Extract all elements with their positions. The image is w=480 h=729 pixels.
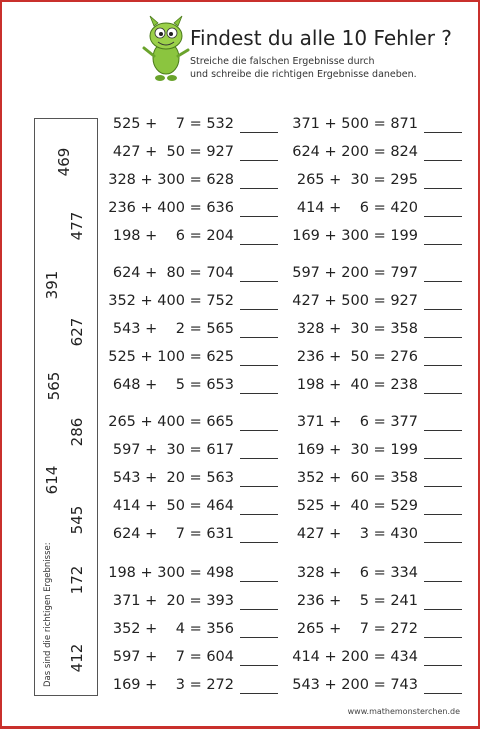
- task-row: [100, 265, 278, 287]
- task-equation: 169 + 300 = 199: [292, 228, 418, 244]
- answer-blank-line[interactable]: [424, 486, 462, 487]
- task-equation: 352 + 4 = 356: [112, 621, 234, 637]
- task-row: [284, 172, 462, 194]
- answer-blank-line[interactable]: [240, 244, 278, 245]
- answer-value-text: 412: [68, 643, 86, 673]
- task-equation: 427 + 500 = 927: [292, 293, 418, 309]
- task-row: [284, 414, 462, 436]
- answer-blank-line[interactable]: [424, 430, 462, 431]
- task-row: [284, 498, 462, 520]
- task-row: [100, 228, 278, 250]
- task-row: [284, 228, 462, 250]
- task-row: [100, 677, 278, 699]
- task-row: [284, 144, 462, 166]
- answer-blank-line[interactable]: [240, 581, 278, 582]
- task-equation: 597 + 30 = 617: [112, 442, 234, 458]
- task-row: [284, 565, 462, 587]
- task-equation: 169 + 3 = 272: [112, 677, 234, 693]
- task-row: [284, 442, 462, 464]
- task-equation: 543 + 200 = 743: [292, 677, 418, 693]
- answer-blank-line[interactable]: [424, 393, 462, 394]
- task-row: [284, 349, 462, 371]
- task-equation: 352 + 60 = 358: [296, 470, 418, 486]
- task-row: [100, 621, 278, 643]
- answer-blank-line[interactable]: [424, 581, 462, 582]
- answer-blank-line[interactable]: [424, 337, 462, 338]
- task-row: [100, 442, 278, 464]
- task-row: [100, 200, 278, 222]
- task-equation: 543 + 20 = 563: [112, 470, 234, 486]
- task-equation: 371 + 20 = 393: [112, 593, 234, 609]
- answer-blank-line[interactable]: [424, 281, 462, 282]
- task-equation: 525 + 100 = 625: [108, 349, 234, 365]
- task-equation: 525 + 40 = 529: [296, 498, 418, 514]
- task-equation: 525 + 7 = 532: [112, 116, 234, 132]
- task-row: [100, 565, 278, 587]
- answer-blank-line[interactable]: [240, 609, 278, 610]
- task-row: [100, 172, 278, 194]
- task-equation: 414 + 200 = 434: [292, 649, 418, 665]
- task-equation: 648 + 5 = 653: [112, 377, 234, 393]
- answer-value-text: 477: [68, 211, 86, 241]
- answer-blank-line[interactable]: [240, 132, 278, 133]
- answer-box: [34, 118, 98, 696]
- answer-value-text: 172: [68, 565, 86, 595]
- task-row: [284, 200, 462, 222]
- answer-value-text: 469: [55, 147, 73, 177]
- task-row: [284, 321, 462, 343]
- task-equation: 624 + 200 = 824: [292, 144, 418, 160]
- task-row: [100, 321, 278, 343]
- answer-blank-line[interactable]: [424, 665, 462, 666]
- answer-blank-line[interactable]: [240, 393, 278, 394]
- task-row: [284, 526, 462, 548]
- answer-blank-line[interactable]: [240, 458, 278, 459]
- task-equation: 169 + 30 = 199: [296, 442, 418, 458]
- task-equation: 236 + 5 = 241: [296, 593, 418, 609]
- task-row: [284, 293, 462, 315]
- task-equation: 624 + 7 = 631: [112, 526, 234, 542]
- answer-blank-line[interactable]: [424, 244, 462, 245]
- answer-value-text: 565: [45, 371, 63, 401]
- task-equation: 624 + 80 = 704: [112, 265, 234, 281]
- task-row: [100, 593, 278, 615]
- task-equation: 198 + 300 = 498: [108, 565, 234, 581]
- answer-blank-line[interactable]: [240, 337, 278, 338]
- answer-value-text: 545: [68, 505, 86, 535]
- task-equation: 236 + 400 = 636: [108, 200, 234, 216]
- answer-blank-line[interactable]: [424, 132, 462, 133]
- task-equation: 352 + 400 = 752: [108, 293, 234, 309]
- task-equation: 265 + 30 = 295: [296, 172, 418, 188]
- task-row: [284, 593, 462, 615]
- answer-blank-line[interactable]: [424, 458, 462, 459]
- answer-blank-line[interactable]: [240, 486, 278, 487]
- answer-blank-line[interactable]: [240, 665, 278, 666]
- task-equation: 414 + 6 = 420: [296, 200, 418, 216]
- task-row: [284, 649, 462, 671]
- answer-blank-line[interactable]: [240, 693, 278, 694]
- task-row: [100, 498, 278, 520]
- answer-blank-line[interactable]: [424, 693, 462, 694]
- task-equation: 597 + 7 = 604: [112, 649, 234, 665]
- task-row: [284, 677, 462, 699]
- instruction-line-1: Streiche die falschen Ergebnisse durch: [190, 56, 375, 67]
- answer-value-text: 391: [43, 270, 61, 300]
- task-equation: 371 + 6 = 377: [296, 414, 418, 430]
- task-equation: 543 + 2 = 565: [112, 321, 234, 337]
- answer-value-text: 627: [68, 317, 86, 347]
- page-title: Findest du alle 10 Fehler ?: [190, 26, 452, 50]
- answer-blank-line[interactable]: [424, 609, 462, 610]
- task-row: [100, 414, 278, 436]
- task-row: [100, 377, 278, 399]
- answer-blank-line[interactable]: [240, 514, 278, 515]
- answer-blank-line[interactable]: [424, 160, 462, 161]
- task-equation: 198 + 40 = 238: [296, 377, 418, 393]
- task-row: [100, 649, 278, 671]
- task-row: [100, 116, 278, 138]
- task-row: [284, 621, 462, 643]
- answer-blank-line[interactable]: [240, 309, 278, 310]
- answer-blank-line[interactable]: [424, 365, 462, 366]
- task-row: [100, 526, 278, 548]
- footer-website: www.mathemonsterchen.de: [347, 707, 460, 716]
- task-equation: 427 + 3 = 430: [296, 526, 418, 542]
- task-equation: 198 + 6 = 204: [112, 228, 234, 244]
- answer-blank-line[interactable]: [424, 309, 462, 310]
- answer-blank-line[interactable]: [240, 542, 278, 543]
- answer-value-text: 614: [43, 465, 61, 495]
- task-row: [284, 377, 462, 399]
- task-equation: 265 + 7 = 272: [296, 621, 418, 637]
- task-row: [284, 470, 462, 492]
- answer-blank-line[interactable]: [240, 430, 278, 431]
- answer-blank-line[interactable]: [240, 637, 278, 638]
- answer-blank-line[interactable]: [424, 188, 462, 189]
- task-equation: 328 + 30 = 358: [296, 321, 418, 337]
- task-row: [100, 293, 278, 315]
- answer-caption: Das sind die richtigen Ergebnisse:: [43, 542, 53, 687]
- monster-mascot-icon: [140, 8, 192, 88]
- task-equation: 236 + 50 = 276: [296, 349, 418, 365]
- answer-blank-line[interactable]: [424, 637, 462, 638]
- task-equation: 265 + 400 = 665: [108, 414, 234, 430]
- answer-blank-line[interactable]: [240, 365, 278, 366]
- answer-blank-line[interactable]: [240, 281, 278, 282]
- task-row: [284, 265, 462, 287]
- instruction-line-2: und schreibe die richtigen Ergebnisse daneben.: [190, 69, 417, 80]
- task-equation: 328 + 6 = 334: [296, 565, 418, 581]
- task-equation: 597 + 200 = 797: [292, 265, 418, 281]
- task-row: [100, 349, 278, 371]
- answer-blank-line[interactable]: [240, 188, 278, 189]
- task-equation: 371 + 500 = 871: [292, 116, 418, 132]
- task-equation: 427 + 50 = 927: [112, 144, 234, 160]
- answer-blank-line[interactable]: [240, 160, 278, 161]
- answer-value-text: 286: [68, 417, 86, 447]
- answer-blank-line[interactable]: [424, 542, 462, 543]
- task-equation: 328 + 300 = 628: [108, 172, 234, 188]
- answer-blank-line[interactable]: [240, 216, 278, 217]
- task-row: [100, 144, 278, 166]
- answer-blank-line[interactable]: [424, 514, 462, 515]
- task-row: [284, 116, 462, 138]
- task-row: [100, 470, 278, 492]
- answer-blank-line[interactable]: [424, 216, 462, 217]
- task-equation: 414 + 50 = 464: [112, 498, 234, 514]
